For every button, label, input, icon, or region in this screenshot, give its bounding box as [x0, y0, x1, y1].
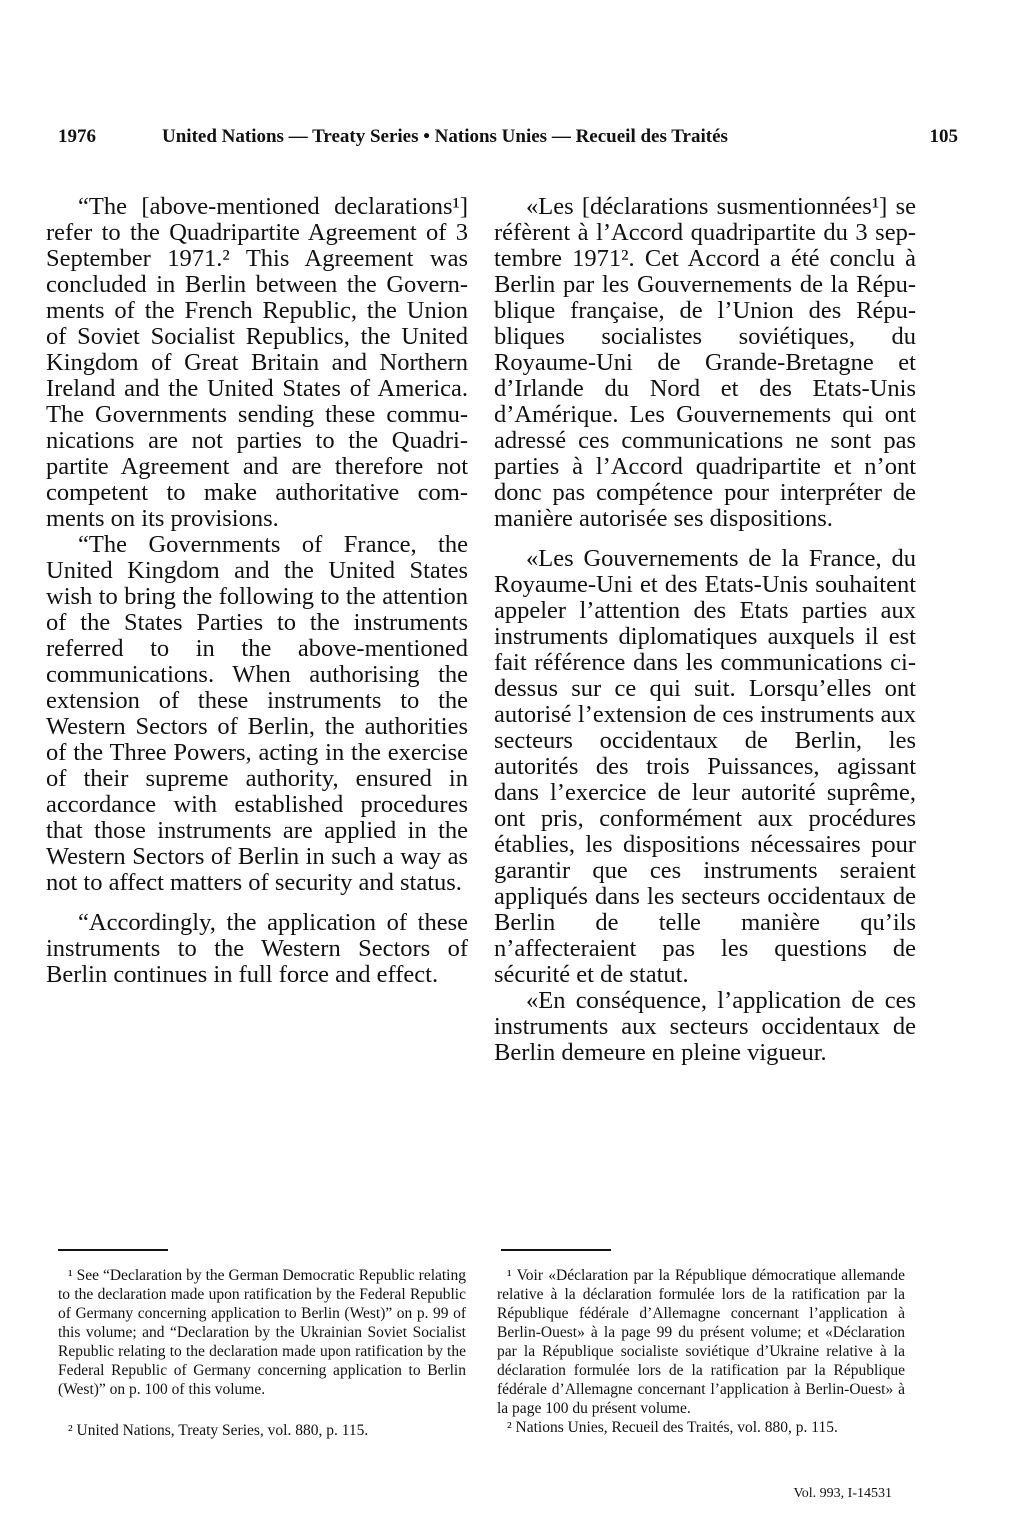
- french-footnote-divider: [501, 1249, 611, 1251]
- english-paragraph-2: “The Governments of France, the United Kingdom and the United States wish to bring the following to the attention of the States Parties to the instruments referred to in the above-mentioned communications. When authorising the extension of these instruments to the Western Sectors of Berlin, the authorities of the Three Powers, acting in the exercise of their supreme authority, ensured in accordance with established procedures that those instruments are applied in the Western Sectors of Berlin in such a way as not to affect matters of security and status.: [46, 531, 468, 896]
- french-paragraph-1: «Les [déclarations susmentionnées¹] se réfèrent à l’Accord quadripartite du 3 septembre 1971². Cet Accord a été conclu à Berlin par les Gouvernements de la République française, de l’Union des Républiques socialistes soviétiques, du Royaume-Uni de Grande-Bretagne et d’Irlande du Nord et des Etats-Unis d’Amérique. Les Gouvernements qui ont adressé ces communications ne sont pas parties à l’Accord quadripartite et n’ont donc pas compétence pour interpréter de manière autorisée ses dispositions.: [494, 193, 916, 532]
- english-paragraph-3: “Accordingly, the application of these instruments to the Western Sectors of Berlin continues in full force and effect.: [46, 909, 468, 988]
- english-footnote-divider: [58, 1249, 168, 1251]
- english-footnotes: [58, 1266, 466, 1440]
- header-page-number: 105: [929, 126, 958, 147]
- french-column: [494, 194, 916, 1066]
- english-footnote-2: ² United Nations, Treaty Series, vol. 880, p. 115.: [68, 1422, 369, 1439]
- french-footnote-1: ¹ Voir «Déclaration par la République démocratique allemande relative à la déclaration formulée lors de la ratification par la République fédérale d’Allemagne concernant l’application à Berlin-Ouest» à la page 99 du présent volume; et «Déclaration par la République socialiste soviétique d’Ukraine relative à la déclaration formulée lors de la ratification par la République fédérale d’Allemagne concernant l’application à Berlin-Ouest» à la page 100 du présent volume.: [497, 1267, 905, 1417]
- english-column: [46, 194, 468, 988]
- volume-reference: Vol. 993, I-14531: [793, 1486, 892, 1501]
- running-header: [58, 126, 958, 150]
- header-year: 1976: [58, 126, 96, 147]
- english-footnote-1: ¹ See “Declaration by the German Democratic Republic relating to the declaration made upon ratification by the Federal Republic of Germany concerning application to Berlin (West)” on p. 99 of this volume; and “Declaration by the Ukrainian Soviet Socialist Republic relating to the declaration made upon ratification by the Federal Republic of Germany concerning application to Berlin (West)” on p. 100 of this volume.: [58, 1267, 466, 1398]
- header-title: United Nations — Treaty Series • Nations Unies — Recueil des Traités: [162, 126, 728, 147]
- french-paragraph-3: «En conséquence, l’application de ces instruments aux secteurs occidentaux de Berlin demeure en pleine vigueur.: [494, 987, 916, 1066]
- french-footnote-2: ² Nations Unies, Recueil des Traités, vol. 880, p. 115.: [507, 1419, 838, 1436]
- english-paragraph-1: “The [above-mentioned declarations¹] refer to the Quadripartite Agreement of 3 September 1971.² This Agreement was concluded in Berlin between the Governments of the French Republic, the Union of Soviet Socialist Republics, the United Kingdom of Great Britain and Northern Ireland and the United States of America. The Governments sending these communications are not parties to the Quadripartite Agreement and are therefore not competent to make authoritative comments on its provisions.: [46, 193, 468, 532]
- french-paragraph-2: «Les Gouvernements de la France, du Royaume-Uni et des Etats-Unis souhaitent appeler l’attention des Etats parties aux instruments diplomatiques auxquels il est fait référence dans les communications ci-dessus sur ce qui suit. Lorsqu’elles ont autorisé l’extension de ces instruments aux secteurs occidentaux de Berlin, les autorités des trois Puissances, agissant dans l’exercice de leur autorité suprême, ont pris, conformément aux procédures établies, les dispositions nécessaires pour garantir que ces instruments seraient appliqués dans les secteurs occidentaux de Berlin de telle manière qu’ils n’affecteraient pas les questions de sécurité et de statut.: [494, 545, 916, 988]
- french-footnotes: [497, 1266, 905, 1437]
